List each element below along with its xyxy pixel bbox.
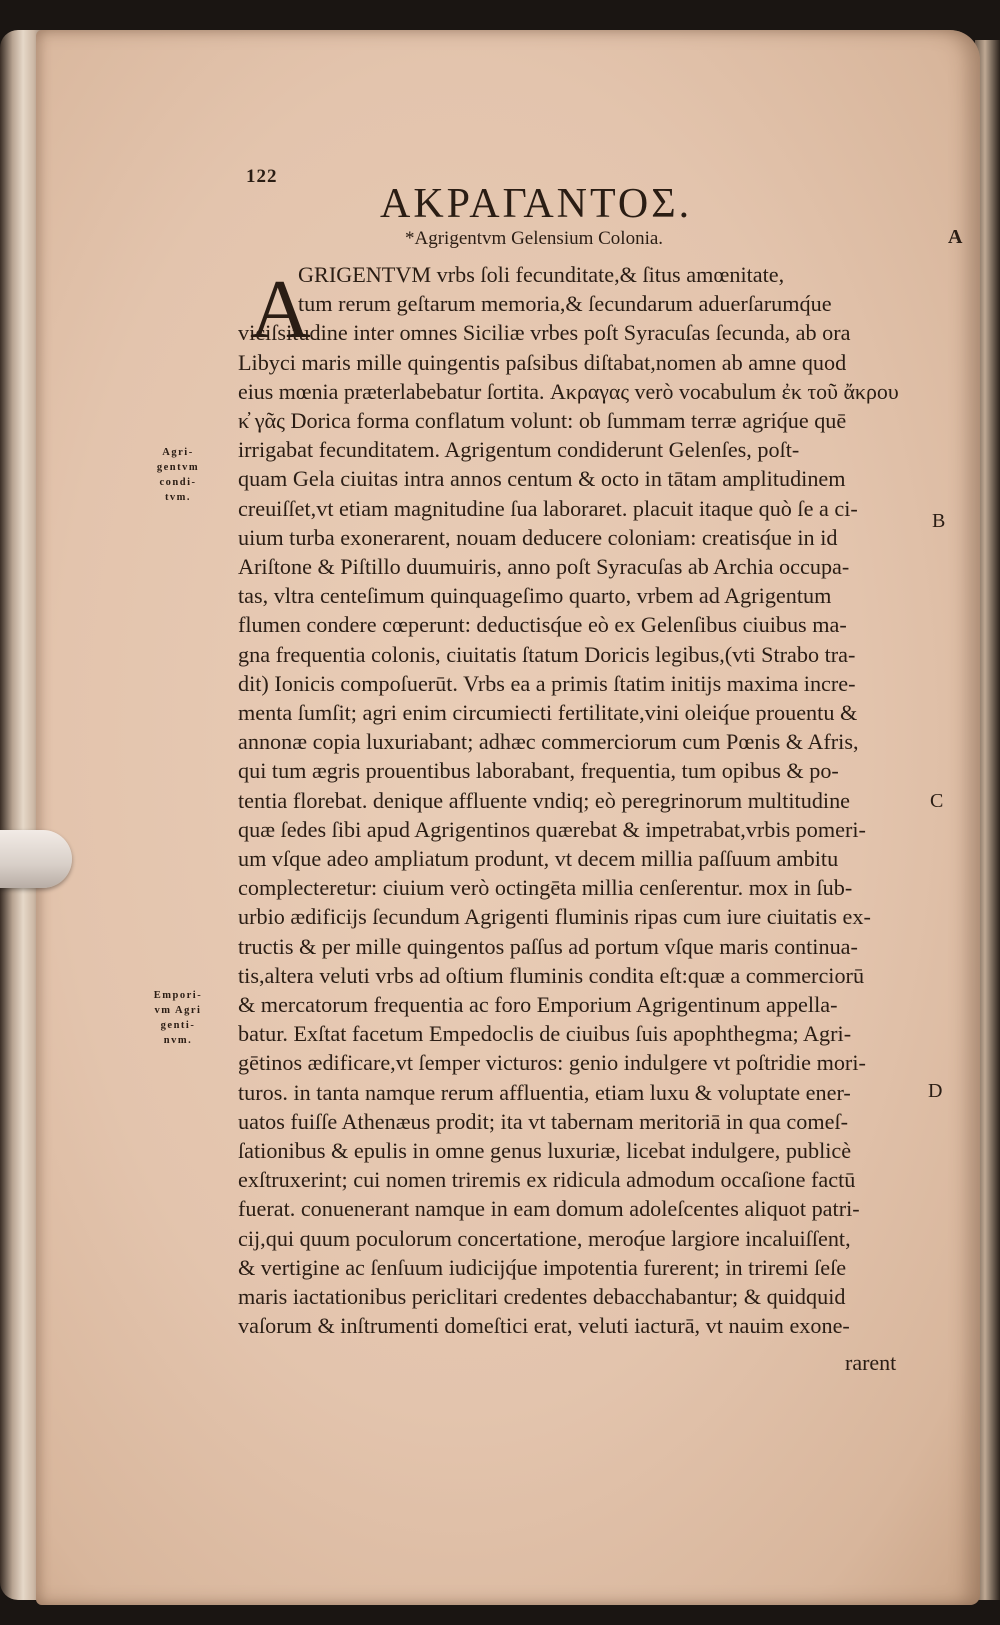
text-line: Libyci maris mille quingentis paſsibus diſtabat,nomen ab amne quod <box>238 349 847 375</box>
margin-note-line: Empori- <box>153 990 203 1001</box>
text-line: tis,altera veluti vrbs ad oſtium fluminis condita eſt:quæ a commerciorū <box>238 962 865 988</box>
margin-note-line: Agri- <box>162 447 194 458</box>
catchword: rarent <box>845 1350 897 1375</box>
text-line: gētinos ædificare,vt ſemper victuros: genio indulgere vt poſtridie mori- <box>238 1050 866 1076</box>
page-subtitle: *Agrigentvm Gelensium Colonia. <box>405 228 664 249</box>
text-line: viciſsitudine inter omnes Siciliæ vrbes poſt Syracuſas ſecunda, ab ora <box>238 320 851 346</box>
text-line: turos. in tanta namque rerum affluentia, etiam luxu & voluptate ener- <box>238 1079 851 1105</box>
signature-mark: A <box>948 226 963 248</box>
text-line: vaſorum & inſtrumenti domeſtici erat, veluti iacturā, vt nauim exone- <box>238 1313 850 1339</box>
text-line: annonæ copia luxuriabant; adhæc commerciorum cum Pœnis & Afris, <box>238 729 859 755</box>
section-mark-d: D <box>928 1080 943 1102</box>
text-line: fuerat. conuenerant namque in eam domum adoleſcentes aliquot patri- <box>238 1196 860 1222</box>
text-line: menta ſumſit; agri enim circumiecti fertilitate,vini oleiq́ue prouentu & <box>238 700 858 725</box>
text-line: gna frequentia colonis, ciuitatis ſtatum Doricis legibus,(vti Strabo tra- <box>238 641 856 667</box>
margin-note-agrigentum-founded <box>136 445 220 505</box>
margin-note-line: genti- <box>160 1020 196 1031</box>
margin-note-line: vm Agri <box>154 1005 202 1016</box>
text-line: Ariſtone & Piſtillo duumuiris, anno poſt Syracuſas ab Archia occupa- <box>238 554 850 579</box>
text-line: uatos fuiſſe Athenæus prodit; ita vt tabernam meritoriā in qua comeſ- <box>238 1108 849 1134</box>
text-line: tentia florebat. denique affluente vndiq; eò peregrinorum multitudine <box>238 787 851 813</box>
text-line: exſtruxerint; cui nomen triremis ex ridicula admodum occaſione factū <box>238 1167 856 1193</box>
text-line: uium turba exonerarent, nouam deducere coloniam: creatisq́ue in id <box>238 524 838 550</box>
text-line: urbio ædificijs ſecundum Agrigenti fluminis ripas cum iure ciuitatis ex- <box>238 904 871 930</box>
section-mark-b: B <box>932 510 946 532</box>
margin-note-emporium <box>136 988 220 1048</box>
text-line: qui tum ægris prouentibus laborabant, frequentia, tum opibus & po- <box>238 758 839 784</box>
text-line: tructis & per mille quingentos paſſus ad portum vſque maris continua- <box>238 933 858 959</box>
text-line: dit) Ionicis compoſuerūt. Vrbs ea a primis ſtatim initijs maxima incre- <box>238 670 856 696</box>
text-line: eius mœnia præterlabebatur ſortita. Ακραγας verò vocabulum ἐκ τοῦ ἄκρου <box>238 378 899 404</box>
text-line: GRIGENTVM vrbs ſoli fecunditate,& ſitus amœnitate, <box>298 262 785 287</box>
text-line: tas, vltra centeſimum quinquageſimo quarto, vrbem ad Agrigentum <box>238 583 832 609</box>
text-line: complecteretur: ciuium verò octingēta millia cenſerentur. mox in ſub- <box>238 875 853 901</box>
text-line: maris iactationibus periclitari credentes debacchabantur; & quidquid <box>238 1284 846 1309</box>
text-line: quam Gela ciuitas intra annos centum & octo in tātam amplitudinem <box>238 466 846 492</box>
text-line: batur. Exſtat facetum Empedoclis de ciuibus ſuis apophthegma; Agri- <box>238 1021 852 1047</box>
margin-note-line: condi- <box>159 477 197 488</box>
margin-note-line: nvm. <box>163 1035 193 1046</box>
drop-cap-initial: A <box>250 263 311 356</box>
text-line: creuiſſet,vt etiam magnitudine ſua laboraret. placuit itaque quò ſe a ci- <box>238 495 858 521</box>
text-line: tum rerum geſtarum memoria,& ſecundarum aduerſarumq́ue <box>298 291 832 317</box>
text-line: ſationibus & epulis in omne genus luxuriæ, licebat indulgere, publicè <box>238 1138 852 1163</box>
text-line: & mercatorum frequentia ac foro Emporium Agrigentinum appella- <box>238 992 838 1017</box>
page-title: ΑΚΡΑΓΑΝΤΟΣ. <box>380 181 693 227</box>
text-line: κ̓ γᾶς Dorica forma conflatum volunt: ob ſummam terræ agriq́ue quē <box>238 408 847 433</box>
bookmark-ribbon <box>0 830 72 888</box>
text-line: irrigabat fecunditatem. Agrigentum condiderunt Gelenſes, poſt- <box>238 437 800 463</box>
text-line: flumen condere cœperunt: deductisq́ue eò ex Gelenſibus ciuibus ma- <box>238 612 847 638</box>
text-line: quæ ſedes ſibi apud Agrigentinos quærebat & impetrabat,vrbis pomeri- <box>238 816 866 842</box>
text-line: & vertigine ac ſenſuum iudicijq́ue impotentia furerent; in triremi ſeſe <box>238 1254 847 1280</box>
page-number: 122 <box>246 166 278 187</box>
section-mark-c: C <box>930 790 944 812</box>
margin-note-line: tvm. <box>164 492 192 503</box>
text-line: cij,qui quum poculorum concertatione, meroq́ue largiore incaluiſſent, <box>238 1225 851 1251</box>
text-line: um vſque adeo ampliatum produnt, vt decem millia paſſuum ambitu <box>238 846 839 871</box>
margin-note-line: gentvm <box>156 462 200 473</box>
